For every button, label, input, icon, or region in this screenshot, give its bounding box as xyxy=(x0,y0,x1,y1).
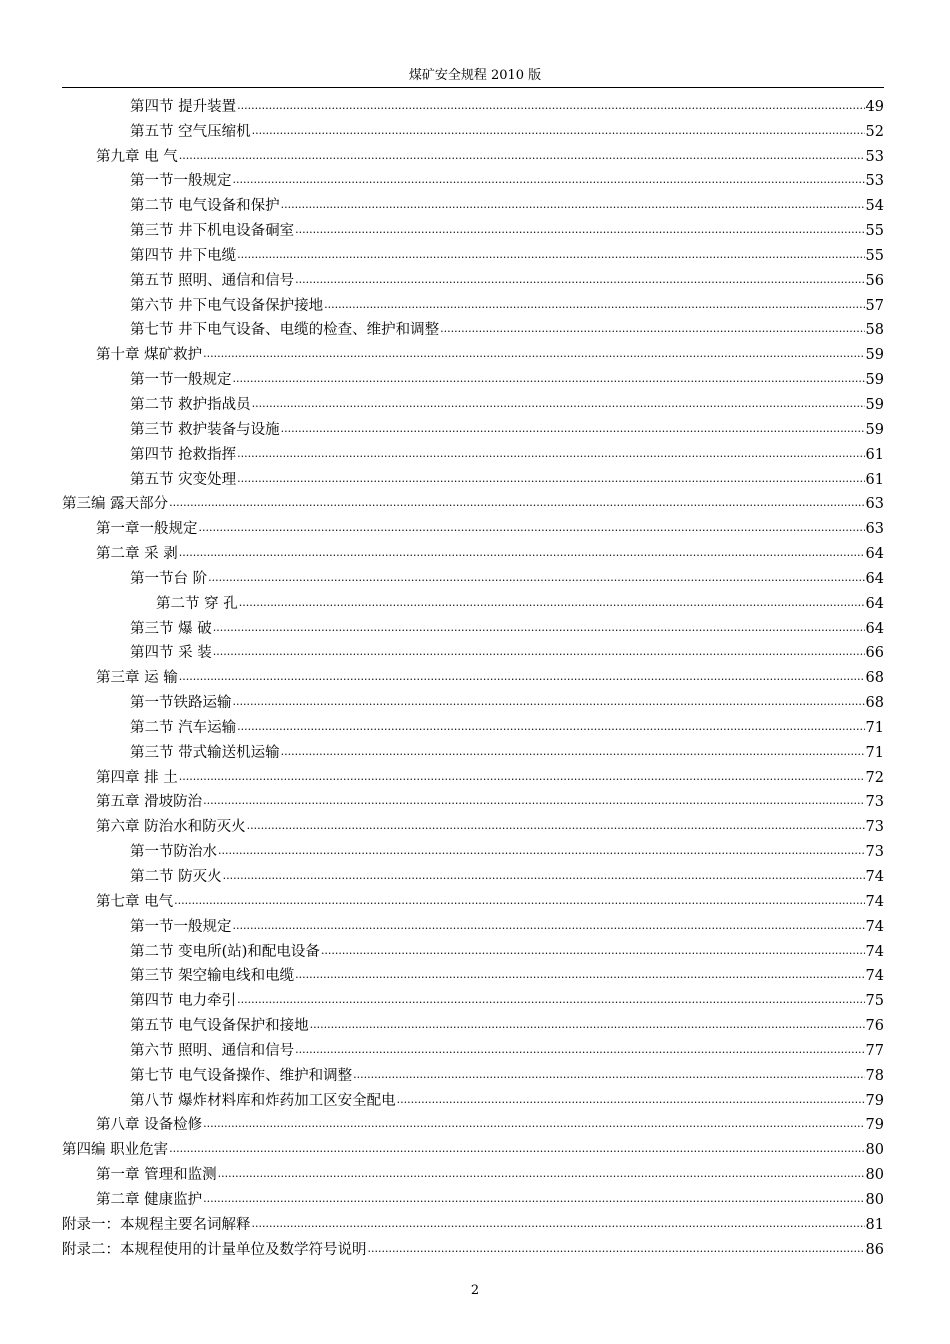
table-of-contents xyxy=(62,91,884,1259)
toc-dot-leader xyxy=(169,1142,864,1156)
toc-entry-page: 74 xyxy=(865,918,884,935)
toc-dot-leader xyxy=(295,1043,864,1057)
toc-entry[interactable] xyxy=(62,638,884,663)
toc-entry-title: 第二章 健康监护 xyxy=(96,1191,203,1208)
toc-entry-page: 59 xyxy=(865,396,884,413)
toc-entry[interactable] xyxy=(62,439,884,464)
toc-dot-leader xyxy=(353,1068,864,1082)
toc-entry-title: 第八章 设备检修 xyxy=(96,1117,203,1134)
toc-entry-page: 74 xyxy=(865,943,884,960)
toc-entry-page: 77 xyxy=(865,1042,884,1059)
toc-entry-page: 74 xyxy=(865,968,884,985)
toc-entry-title: 第八节 爆炸材料库和炸药加工区安全配电 xyxy=(130,1092,396,1109)
toc-entry[interactable] xyxy=(62,538,884,563)
toc-entry-page: 68 xyxy=(865,695,884,712)
toc-dot-leader xyxy=(310,1018,865,1032)
toc-entry-title: 第七节 井下电气设备、电缆的检查、维护和调整 xyxy=(130,322,440,339)
toc-entry-title: 第二节 变电所(站)和配电设备 xyxy=(130,943,320,960)
toc-entry-page: 73 xyxy=(865,819,884,836)
toc-entry-page: 59 xyxy=(865,421,884,438)
toc-entry-page: 68 xyxy=(865,670,884,687)
toc-entry[interactable] xyxy=(62,1234,884,1259)
toc-entry-title: 第三节 井下机电设备硐室 xyxy=(130,223,295,240)
toc-dot-leader xyxy=(295,223,864,237)
toc-entry[interactable] xyxy=(62,1184,884,1209)
toc-entry[interactable] xyxy=(62,1159,884,1184)
toc-entry-title: 第四节 提升装置 xyxy=(130,98,237,115)
toc-entry-title: 第七节 电气设备操作、维护和调整 xyxy=(130,1067,353,1084)
toc-entry-title: 第三节 救护装备与设施 xyxy=(130,421,280,438)
toc-entry-page: 66 xyxy=(865,645,884,662)
toc-entry[interactable] xyxy=(62,215,884,240)
toc-dot-leader xyxy=(440,322,864,336)
toc-entry-page: 79 xyxy=(865,1117,884,1134)
toc-entry-title: 第一节一般规定 xyxy=(130,918,232,935)
toc-dot-leader xyxy=(237,993,864,1007)
toc-entry[interactable] xyxy=(62,737,884,762)
toc-dot-leader xyxy=(218,1167,865,1181)
toc-dot-leader xyxy=(218,844,865,858)
toc-entry[interactable] xyxy=(62,1010,884,1035)
toc-dot-leader xyxy=(213,645,865,659)
toc-dot-leader xyxy=(208,571,864,585)
toc-entry-page: 64 xyxy=(865,570,884,587)
toc-entry-title: 第一章 管理和监测 xyxy=(96,1167,217,1184)
toc-entry-title: 第五节 照明、通信和信号 xyxy=(130,272,295,289)
toc-entry-title: 第七章 电气 xyxy=(96,893,174,910)
toc-dot-leader xyxy=(295,273,864,287)
toc-dot-leader xyxy=(174,894,864,908)
toc-dot-leader xyxy=(233,372,865,386)
toc-dot-leader xyxy=(397,1093,865,1107)
toc-entry-title: 附录二：本规程使用的计量单位及数学符号说明 xyxy=(62,1241,367,1258)
toc-dot-leader xyxy=(237,248,864,262)
toc-entry-page: 55 xyxy=(865,223,884,240)
toc-dot-leader xyxy=(199,521,865,535)
toc-entry[interactable] xyxy=(62,961,884,986)
toc-entry[interactable] xyxy=(62,166,884,191)
toc-entry-page: 72 xyxy=(865,769,884,786)
toc-entry-page: 74 xyxy=(865,893,884,910)
toc-entry-page: 86 xyxy=(865,1241,884,1258)
toc-dot-leader xyxy=(203,794,864,808)
toc-dot-leader xyxy=(169,496,864,510)
toc-entry[interactable] xyxy=(62,563,884,588)
toc-entry[interactable] xyxy=(62,687,884,712)
toc-dot-leader xyxy=(233,919,865,933)
toc-dot-leader xyxy=(321,944,865,958)
toc-entry-title: 第四节 抢救指挥 xyxy=(130,446,237,463)
toc-entry-title: 第二章 采 剥 xyxy=(96,546,178,563)
toc-entry-page: 55 xyxy=(865,247,884,264)
toc-dot-leader xyxy=(237,99,864,113)
toc-entry-title: 第二节 电气设备和保护 xyxy=(130,198,280,215)
toc-entry[interactable] xyxy=(62,513,884,538)
toc-dot-leader xyxy=(368,1242,865,1256)
toc-dot-leader xyxy=(203,347,864,361)
toc-dot-leader xyxy=(237,720,864,734)
toc-entry[interactable] xyxy=(62,886,884,911)
toc-entry-page: 59 xyxy=(865,372,884,389)
toc-entry[interactable] xyxy=(62,662,884,687)
header-rule xyxy=(62,87,884,88)
toc-entry[interactable] xyxy=(62,464,884,489)
toc-entry-title: 第四节 电力牵引 xyxy=(130,993,237,1010)
toc-entry[interactable] xyxy=(62,1209,884,1234)
toc-entry-page: 63 xyxy=(865,496,884,513)
toc-entry-page: 63 xyxy=(865,521,884,538)
toc-entry-page: 56 xyxy=(865,272,884,289)
toc-entry-page: 64 xyxy=(865,595,884,612)
toc-dot-leader xyxy=(281,745,865,759)
page-number: 2 xyxy=(470,1283,480,1298)
toc-entry[interactable] xyxy=(62,1035,884,1060)
toc-entry-page: 80 xyxy=(865,1167,884,1184)
toc-entry-title: 第四章 排 土 xyxy=(96,769,178,786)
toc-entry-title: 第五节 灾变处理 xyxy=(130,471,237,488)
toc-entry-page: 76 xyxy=(865,1018,884,1035)
toc-dot-leader xyxy=(237,447,864,461)
toc-entry[interactable] xyxy=(62,364,884,389)
toc-dot-leader xyxy=(295,968,864,982)
toc-dot-leader xyxy=(281,422,865,436)
toc-dot-leader xyxy=(179,770,865,784)
toc-entry[interactable] xyxy=(62,339,884,364)
toc-entry-page: 78 xyxy=(865,1067,884,1084)
running-header: 煤矿安全规程 2010 版 xyxy=(408,68,542,83)
toc-entry-title: 第六节 照明、通信和信号 xyxy=(130,1042,295,1059)
toc-entry[interactable] xyxy=(62,712,884,737)
toc-entry[interactable] xyxy=(62,414,884,439)
toc-dot-leader xyxy=(239,596,865,610)
toc-entry-page: 58 xyxy=(865,322,884,339)
toc-entry[interactable] xyxy=(62,389,884,414)
toc-entry[interactable] xyxy=(62,489,884,514)
toc-entry-title: 第六章 防治水和防灭火 xyxy=(96,819,246,836)
toc-entry-title: 附录一：本规程主要名词解释 xyxy=(62,1216,251,1233)
toc-entry-title: 第六节 井下电气设备保护接地 xyxy=(130,297,324,314)
toc-entry-title: 第一章一般规定 xyxy=(96,521,198,538)
toc-entry[interactable] xyxy=(62,265,884,290)
toc-dot-leader xyxy=(233,173,865,187)
toc-dot-leader xyxy=(252,1217,865,1231)
toc-entry-title: 第五章 滑坡防治 xyxy=(96,794,203,811)
toc-entry-title: 第一节一般规定 xyxy=(130,372,232,389)
toc-entry-page: 59 xyxy=(865,347,884,364)
toc-entry[interactable] xyxy=(62,91,884,116)
toc-entry-title: 第五节 空气压缩机 xyxy=(130,123,251,140)
toc-entry[interactable] xyxy=(62,588,884,613)
toc-entry-page: 71 xyxy=(865,744,884,761)
toc-entry[interactable] xyxy=(62,762,884,787)
toc-entry-page: 61 xyxy=(865,471,884,488)
toc-entry-page: 80 xyxy=(865,1142,884,1159)
toc-entry[interactable] xyxy=(62,116,884,141)
toc-entry-page: 80 xyxy=(865,1191,884,1208)
toc-entry-title: 第四节 井下电缆 xyxy=(130,247,237,264)
toc-entry[interactable] xyxy=(62,1085,884,1110)
toc-entry[interactable] xyxy=(62,315,884,340)
toc-entry-page: 71 xyxy=(865,719,884,736)
toc-dot-leader xyxy=(252,124,865,138)
toc-dot-leader xyxy=(203,1192,864,1206)
toc-dot-leader xyxy=(237,472,864,486)
toc-entry-page: 54 xyxy=(865,198,884,215)
toc-entry-page: 49 xyxy=(865,98,884,115)
toc-entry[interactable] xyxy=(62,985,884,1010)
toc-entry-title: 第十章 煤矿救护 xyxy=(96,347,203,364)
toc-entry-title: 第一节台 阶 xyxy=(130,570,208,587)
toc-entry-page: 57 xyxy=(865,297,884,314)
toc-entry[interactable] xyxy=(62,936,884,961)
toc-entry-page: 61 xyxy=(865,446,884,463)
toc-entry-title: 第一节防治水 xyxy=(130,844,217,861)
toc-entry-page: 73 xyxy=(865,794,884,811)
toc-entry[interactable] xyxy=(62,787,884,812)
toc-entry-title: 第二节 防灭火 xyxy=(130,869,222,885)
toc-entry[interactable] xyxy=(62,240,884,265)
toc-entry-title: 第四节 采 装 xyxy=(130,645,212,662)
toc-entry[interactable] xyxy=(62,836,884,861)
toc-entry-title: 第三编 露天部分 xyxy=(62,496,169,513)
toc-entry[interactable] xyxy=(62,141,884,166)
toc-dot-leader xyxy=(223,869,865,883)
toc-dot-leader xyxy=(252,397,865,411)
toc-entry-page: 74 xyxy=(865,869,884,885)
toc-entry[interactable] xyxy=(62,1060,884,1085)
toc-dot-leader xyxy=(179,546,865,560)
toc-entry-title: 第三节 爆 破 xyxy=(130,620,212,637)
toc-entry[interactable] xyxy=(62,811,884,836)
toc-entry-title: 第一节铁路运输 xyxy=(130,695,232,712)
toc-dot-leader xyxy=(213,621,865,635)
toc-entry-page: 52 xyxy=(865,123,884,140)
toc-entry-title: 第一节一般规定 xyxy=(130,173,232,190)
toc-entry-page: 53 xyxy=(865,148,884,165)
toc-entry-page: 79 xyxy=(865,1092,884,1109)
toc-entry-page: 64 xyxy=(865,546,884,563)
toc-dot-leader xyxy=(233,695,865,709)
toc-entry-page: 81 xyxy=(865,1216,884,1233)
toc-entry-page: 53 xyxy=(865,173,884,190)
toc-entry-title: 第三节 带式输送机运输 xyxy=(130,744,280,761)
toc-dot-leader xyxy=(179,670,865,684)
toc-dot-leader xyxy=(281,198,865,212)
toc-entry[interactable] xyxy=(62,1110,884,1135)
toc-entry-title: 第九章 电 气 xyxy=(96,148,178,165)
toc-entry-page: 64 xyxy=(865,620,884,637)
toc-entry-title: 第二节 汽车运输 xyxy=(130,719,237,736)
toc-entry[interactable] xyxy=(62,861,884,886)
toc-entry-title: 第二节 穿 孔 xyxy=(156,595,238,612)
toc-dot-leader xyxy=(247,819,865,833)
toc-entry[interactable] xyxy=(62,911,884,936)
toc-entry[interactable] xyxy=(62,190,884,215)
toc-dot-leader xyxy=(179,149,865,163)
toc-entry-page: 73 xyxy=(865,844,884,861)
toc-entry-title: 第五节 电气设备保护和接地 xyxy=(130,1018,309,1035)
toc-entry[interactable] xyxy=(62,1134,884,1159)
toc-entry[interactable] xyxy=(62,613,884,638)
toc-entry-title: 第四编 职业危害 xyxy=(62,1142,169,1159)
toc-entry-page: 75 xyxy=(865,993,884,1010)
toc-entry[interactable] xyxy=(62,290,884,315)
toc-entry-title: 第二节 救护指战员 xyxy=(130,396,251,413)
toc-entry-title: 第三节 架空输电线和电缆 xyxy=(130,968,295,985)
toc-dot-leader xyxy=(324,298,864,312)
toc-dot-leader xyxy=(203,1117,864,1131)
toc-entry-title: 第三章 运 输 xyxy=(96,670,178,687)
